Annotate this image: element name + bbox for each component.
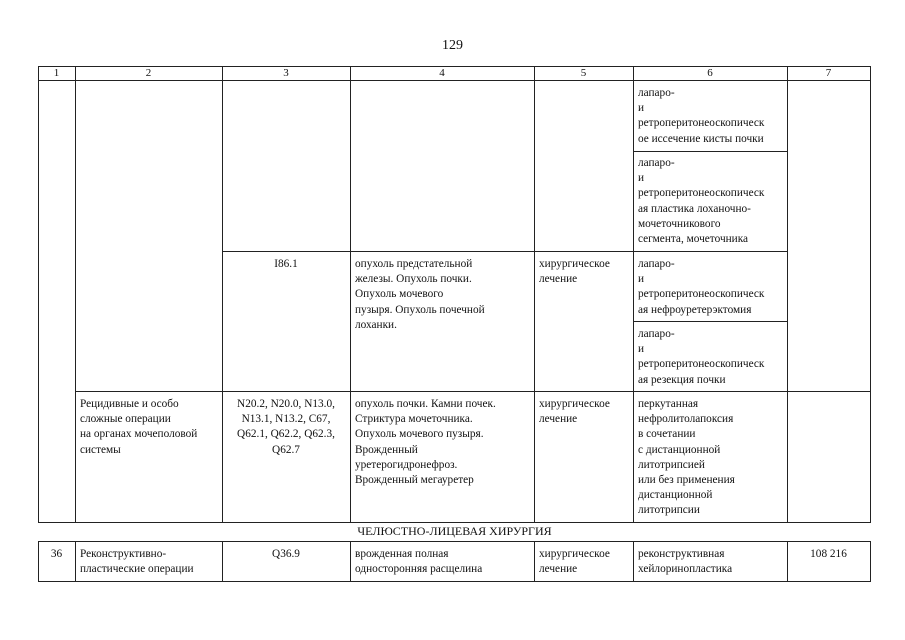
treatment-cell: хирургическое лечение [539,258,610,286]
procedure-name-cell: Реконструктивно- пластические операции [80,548,194,576]
method-cell: реконструктивная хейлоринопластика [638,548,733,576]
col-header-2: 2 [145,67,152,79]
col-header-6: 6 [707,67,713,79]
diagnosis-cell: врожденная полная односторонняя расщелина [355,548,483,576]
cost-cell: 108 216 [810,548,847,560]
method-cell: перкутанная нефролитолапоксия в сочетании с дистанционной литотрипсией или без применения дистанционной литотрипсии [638,398,735,517]
col-header-1: 1 [53,67,60,79]
col-header-4: 4 [439,67,445,79]
page-number: 129 [442,38,463,53]
procedure-name-cell: Рецидивные и особо сложные операции на органах мочеполовой системы [80,398,198,456]
treatment-cell: хирургическое лечение [539,548,610,576]
col-header-5: 5 [580,67,587,79]
method-cell: лапаро- и ретроперитонеоскопическ ое иссечение кисты почки [638,87,765,145]
col-header-7: 7 [825,67,832,79]
method-cell: лапаро- и ретроперитонеоскопическ ая резекция почки [638,328,765,386]
diagnosis-cell: опухоль почки. Камни почек. Стриктура мочеточника. Опухоль мочевого пузыря. Врожденный уретерогидронефроз. Врожденный мегауретер [355,398,496,487]
diagnosis-cell: опухоль предстательной железы. Опухоль почки. Опухоль мочевого пузыря. Опухоль почечной лоханки. [355,258,485,331]
treatment-cell: хирургическое лечение [539,398,610,426]
method-cell: лапаро- и ретроперитонеоскопическ ая нефроуретерэктомия [638,258,765,316]
icd-code-cell: Q36.9 [272,548,300,560]
col-header-3: 3 [283,67,289,79]
method-cell: лапаро- и ретроперитонеоскопическ ая пластика лоханочно- мочеточникового сегмента, мочеточника [638,157,765,246]
section-title: ЧЕЛЮСТНО-ЛИЦЕВАЯ ХИРУРГИЯ [357,524,552,538]
icd-code-cell: N20.2, N20.0, N13.0, N13.1, N13.2, C67, Q62.1, Q62.2, Q62.3, Q62.7 [237,398,335,456]
row-number: 36 [50,548,63,560]
icd-code-cell: I86.1 [274,258,298,270]
